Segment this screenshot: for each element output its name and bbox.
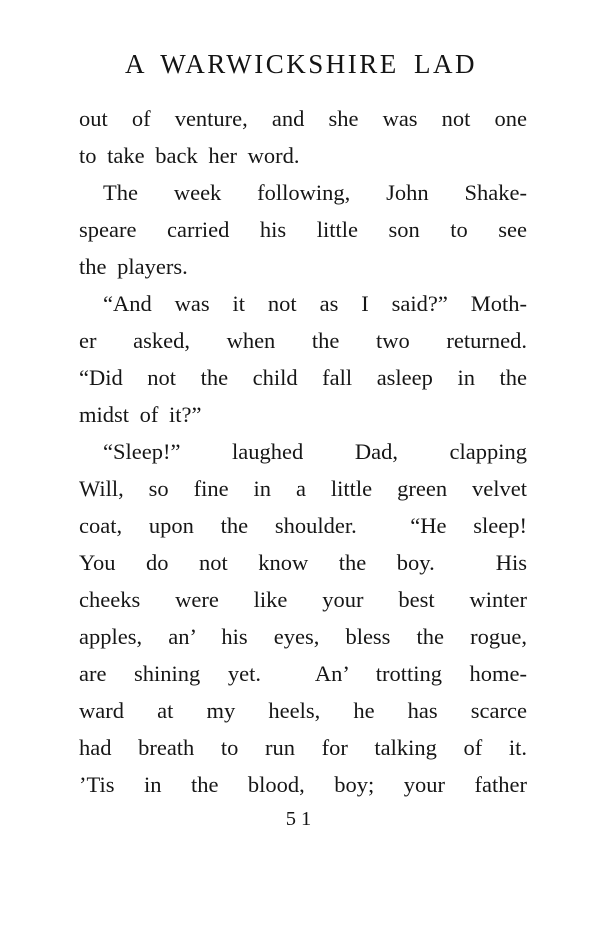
text-line: speare carried his little son to see: [79, 217, 527, 242]
body-text: [79, 100, 527, 803]
text-line: ward at my heels, he has scarce: [79, 698, 527, 723]
text-line: “Did not the child fall asleep in the: [79, 365, 527, 390]
text-line: the players.: [79, 254, 188, 279]
text-line: apples, an’ his eyes, bless the rogue,: [79, 624, 527, 649]
text-line: had breath to run for talking of it.: [79, 735, 527, 760]
text-line: “And was it not as I said?” Moth-: [103, 291, 527, 316]
text-line: Will, so fine in a little green velvet: [79, 476, 527, 501]
text-line: “Sleep!” laughed Dad, clapping: [103, 439, 527, 464]
text-line: er asked, when the two returned.: [79, 328, 527, 353]
text-line: cheeks were like your best winter: [79, 587, 527, 612]
text-line: out of venture, and she was not one: [79, 106, 527, 131]
page-title: A WARWICKSHIRE LAD: [124, 49, 477, 79]
text-line: are shining yet. An’ trotting home-: [79, 661, 527, 686]
text-line: ’Tis in the blood, boy; your father: [79, 772, 527, 797]
text-line: to take back her word.: [79, 143, 300, 168]
text-line: The week following, John Shake-: [103, 180, 527, 205]
text-line: You do not know the boy. His: [79, 550, 527, 575]
text-line: midst of it?”: [79, 402, 202, 427]
text-line: coat, upon the shoulder. “He sleep!: [79, 513, 527, 538]
page-number: 51: [285, 808, 317, 830]
